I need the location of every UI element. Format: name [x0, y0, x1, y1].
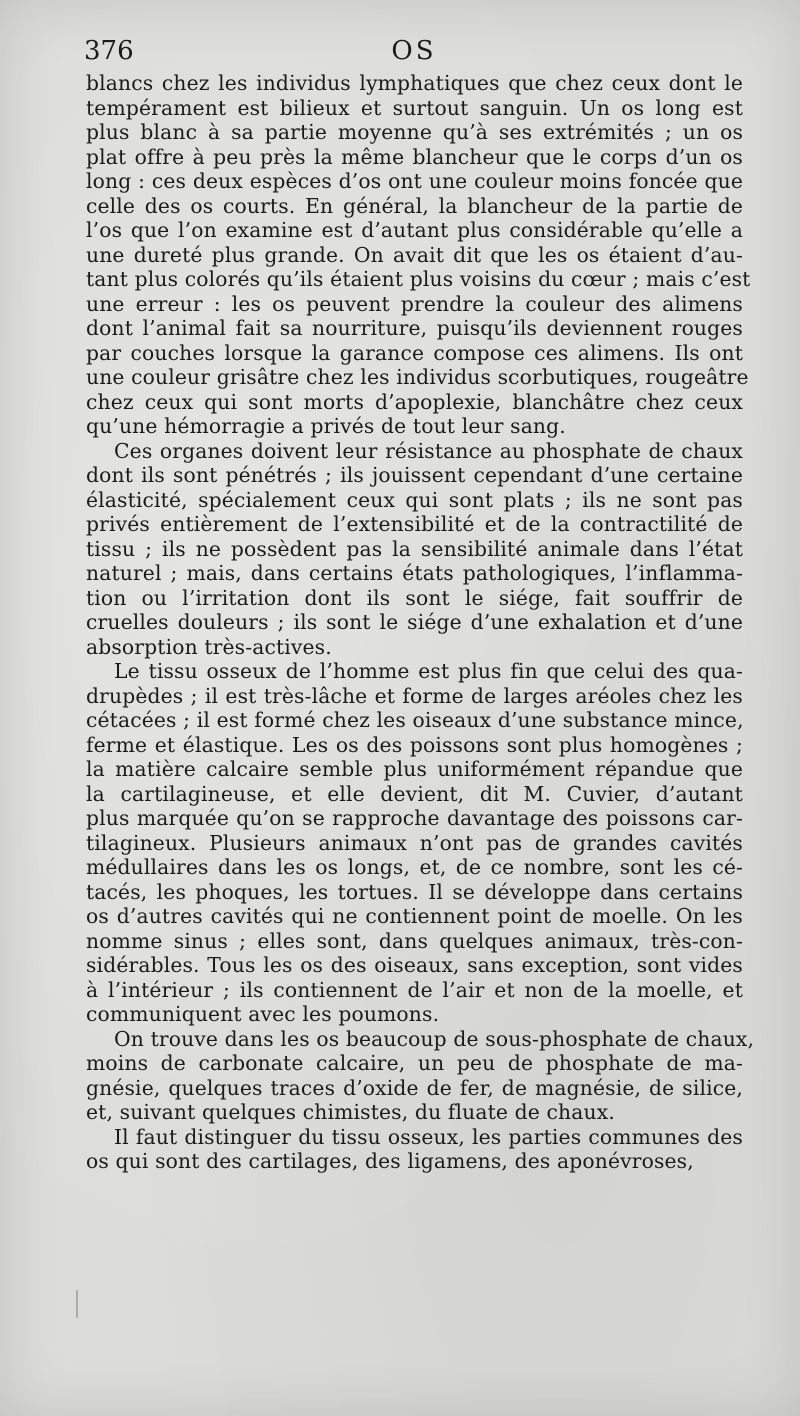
- text-line: moins de carbonate calcaire, un peu de phosphate de ma-: [86, 1051, 743, 1075]
- text-line: naturel ; mais, dans certains états pathologiques, l’inflamma-: [86, 561, 743, 585]
- text-line: long : ces deux espèces d’os ont une couleur moins foncée que: [86, 169, 743, 193]
- text-line: une dureté plus grande. On avait dit que les os étaient d’au-: [86, 242, 743, 267]
- text-line: Il faut distinguer du tissu osseux, les parties communes des: [114, 1124, 743, 1149]
- text-line: communiquent avec les poumons.: [86, 1002, 440, 1026]
- text-line: tissu ; ils ne possèdent pas la sensibilité animale dans l’état: [86, 536, 743, 561]
- text-line: plus blanc à sa partie moyenne qu’à ses extrémités ; un os: [86, 120, 743, 144]
- text-line: os d’autres cavités qui ne contiennent point de moelle. On les: [86, 904, 743, 928]
- paragraph: [86, 1026, 755, 1125]
- body-text: [86, 71, 755, 1174]
- text-line: cruelles douleurs ; ils sont le siége d’une exhalation et d’une: [86, 610, 743, 634]
- text-line: nomme sinus ; elles sont, dans quelques animaux, très-con-: [86, 928, 743, 953]
- text-line: élasticité, spécialement ceux qui sont plats ; ils ne sont pas: [86, 487, 743, 512]
- text-line: chez ceux qui sont morts d’apoplexie, blanchâtre chez ceux: [86, 389, 743, 414]
- paragraph: [86, 659, 743, 1027]
- paragraph: [86, 439, 743, 660]
- text-line: celle des os courts. En général, la blancheur de la partie de: [86, 193, 743, 218]
- text-line: absorption très-actives.: [86, 634, 332, 659]
- page-header: [84, 34, 744, 68]
- text-line: et, suivant quelques chimistes, du fluate de chaux.: [86, 1100, 615, 1124]
- margin-mark: [70, 1290, 84, 1320]
- text-line: On trouve dans les os beaucoup de sous-phosphate de chaux,: [114, 1026, 755, 1051]
- text-line: privés entièrement de l’extensibilité et de la contractilité de: [86, 512, 743, 536]
- text-line: tacés, les phoques, les tortues. Il se développe dans certains: [86, 879, 743, 904]
- text-line: tilagineux. Plusieurs animaux n’ont pas de grandes cavités: [86, 830, 743, 855]
- text-line: la cartilagineuse, et elle devient, dit M. Cuvier, d’autant: [86, 781, 743, 806]
- text-line: os qui sont des cartilages, des ligamens, des aponévroses,: [86, 1149, 694, 1173]
- text-line: qu’une hémorragie a privés de tout leur sang.: [86, 414, 566, 438]
- text-line: gnésie, quelques traces d’oxide de fer, de magnésie, de silice,: [86, 1075, 743, 1100]
- text-line: ferme et élastique. Les os des poissons sont plus homogènes ;: [86, 732, 743, 757]
- text-line: cétacées ; il est formé chez les oiseaux d’une substance mince,: [86, 708, 744, 732]
- text-line: une erreur : les os peuvent prendre la couleur des alimens: [86, 291, 743, 316]
- text-line: plat offre à peu près la même blancheur que le corps d’un os: [86, 144, 743, 169]
- text-line: dont l’animal fait sa nourriture, puisqu’ils deviennent rouges: [86, 316, 743, 340]
- text-line: la matière calcaire semble plus uniformément répandue que: [86, 757, 743, 781]
- text-line: Le tissu osseux de l’homme est plus fin que celui des qua-: [114, 659, 743, 683]
- paragraph: [86, 1125, 743, 1174]
- text-line: médullaires dans les os longs, et, de ce nombre, sont les cé-: [86, 855, 743, 879]
- text-line: par couches lorsque la garance compose ces alimens. Ils ont: [86, 340, 743, 365]
- running-head: OS: [391, 36, 437, 66]
- text-line: plus marquée qu’on se rapproche davantage des poissons car-: [86, 806, 743, 830]
- text-line: tempérament est bilieux et surtout sanguin. Un os long est: [86, 95, 743, 120]
- page-number: 376: [84, 36, 134, 66]
- text-line: tant plus colorés qu’ils étaient plus voisins du cœur ; mais c’est: [86, 267, 751, 291]
- text-line: tion ou l’irritation dont ils sont le siége, fait souffrir de: [86, 585, 743, 610]
- text-line: à l’intérieur ; ils contiennent de l’air et non de la moelle, et: [86, 977, 743, 1002]
- text-line: une couleur grisâtre chez les individus scorbutiques, rougeâtre: [86, 365, 749, 389]
- paragraph: [86, 71, 751, 439]
- text-line: dont ils sont pénétrés ; ils jouissent cependant d’une certaine: [86, 463, 743, 487]
- text-line: Ces organes doivent leur résistance au phosphate de chaux: [114, 438, 743, 463]
- text-line: blancs chez les individus lymphatiques que chez ceux dont le: [86, 71, 743, 95]
- text-line: l’os que l’on examine est d’autant plus considérable qu’elle a: [86, 218, 743, 242]
- text-line: drupèdes ; il est très-lâche et forme de larges aréoles chez les: [86, 683, 743, 708]
- text-line: sidérables. Tous les os des oiseaux, sans exception, sont vides: [86, 953, 743, 977]
